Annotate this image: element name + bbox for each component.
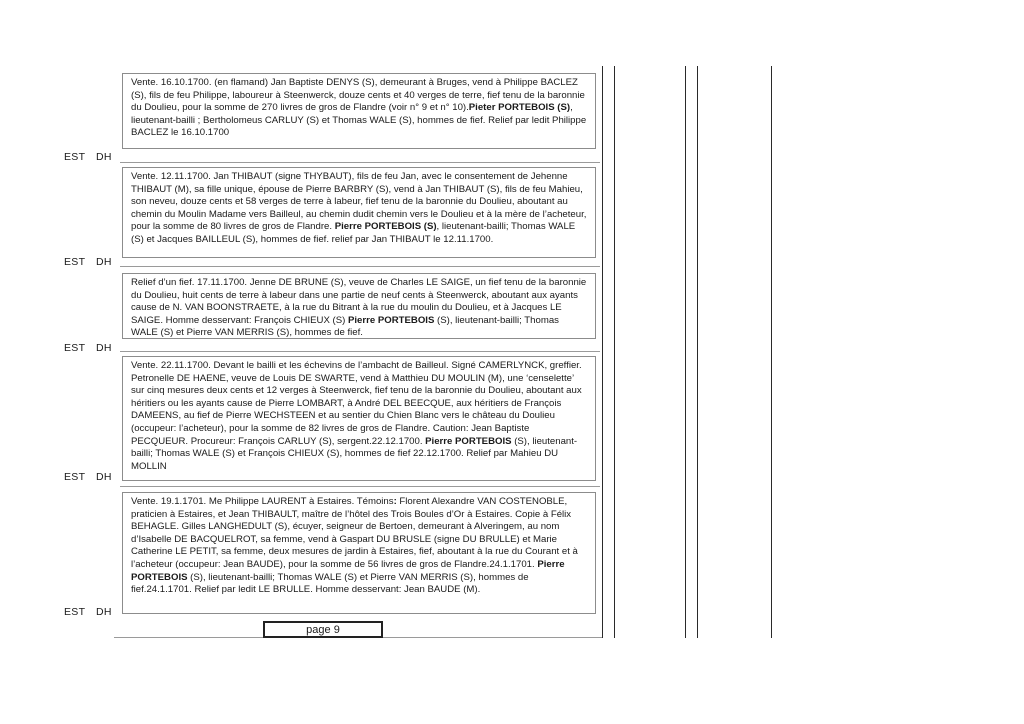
est-label: EST: [64, 151, 86, 163]
text-run: Vente. 22.11.1700. Devant le bailli et les échevins de l’ambacht de Bailleul. Signé CAMERLYNCK, greffier. Petronelle DE HAENE, veuve de Louis DE SWARTE, vend à Matthieu DU MOULIN (M), une ‘censelette’ sur cinq mesures deux cents et 12 verges à Steenwerck, fief tenu de la baronnie du Doulieu, aboutant aux héritiers ou les ayants cause de Pierre LOMBART, à André DEL BEECQUE, aux héritiers de François DAMEENS, au fief de Pierre WECHSTEEN et au sentier du Chien Blanc vers le château du Doulieu (occupeur: l’acheteur), pour la somme de 82 livres de gros de Flandre. Caution: Jean Baptiste PECQUEUR. Procureur: François CARLUY (S), sergent.22.12.1700.: [131, 360, 582, 447]
column-rule: [614, 66, 615, 638]
column-rule: [697, 66, 698, 638]
text-run: , lieutenant-bailli ; Bertholomeus CARLUY (S) et Thomas WALE (S), hommes de fief. Relief par ledit Philippe BACLEZ le 16.10.1700: [131, 102, 587, 139]
text-run: (S), lieutenant-bailli; Thomas WALE (S) et Pierre VAN MERRIS (S), hommes de fief.: [131, 314, 559, 339]
entry-label-3: [64, 342, 128, 354]
entry-text: [131, 496, 587, 597]
text-run: (S), lieutenant-bailli; Thomas WALE (S) et Pierre VAN MERRIS (S), hommes de fief.24.1.1701. Relief par ledit LE BRULLE. Homme desservant: Jean BAUDE (M).: [131, 571, 529, 596]
entry-3: [122, 273, 596, 339]
column-rule: [602, 66, 603, 638]
entry-5: [122, 492, 596, 614]
bold-name: Pierre PORTEBOIS: [347, 314, 435, 326]
text-run: , lieutenant-bailli; Thomas WALE (S) et Jacques BAILLEUL (S), hommes de fief. relief par Jan THIBAUT le 12.11.1700.: [131, 221, 576, 245]
bold-name: Pierre PORTEBOIS: [425, 435, 512, 447]
est-label: EST: [64, 342, 86, 354]
entry-text: [131, 277, 587, 339]
est-label: EST: [64, 606, 86, 618]
est-label: EST: [64, 256, 86, 268]
text-run: Vente. 16.10.1700. (en flamand) Jan Baptiste DENYS (S), demeurant à Bruges, vend à Philippe BACLEZ (S), fils de feu Philippe, laboureur à Steenwerck, douze cents et 40 verges de terre, fief tenu de la baronnie du Doulieu, pour la somme de 270 livres de gros de Flandre (voir n° 9 et n° 10).: [131, 77, 585, 114]
column-rule: [771, 66, 772, 638]
entry-label-4: [64, 471, 128, 483]
text-run: Vente. 12.11.1700. Jan THIBAUT (signe THYBAUT), fils de feu Jan, avec le consentement de Jehenne THIBAUT (M), sa fille unique, épouse de Pierre BARBRY (S), vend à Jan THIBAUT (S), fils de feu Mahieu, son neveu, douze cents et 58 verges de terre à labeur, fief tenu de la baronnie du Doulieu, aboutant au chemin du Moulin Madame vers Bailleul, au chemin dudit chemin vers le Doulieu et à la mère de l’acheteur, pour la somme de 80 livres de gros de Flandre.: [131, 171, 587, 233]
text-run: (S), lieutenant-bailli; Thomas WALE (S) et François CHIEUX (S), hommes de fief 22.12.1700. Relief par Mahieu DU MOLLIN: [131, 435, 578, 472]
est-label: EST: [64, 471, 86, 483]
entry-text: [131, 360, 587, 473]
text-run: Florent Alexandre VAN COSTENOBLE, praticien à Estaires, et Jean THIBAULT, maître de l’hôtel des Trois Boules d’Or à Estaires. Copie à Félix BEHAGLE. Gilles LANGHEDULT (S), écuyer, seigneur de Bertoen, demeurant à Alveringem, au nom d’Isabelle DE BACQUELROT, sa femme, vend à Gaspart DU BRUSLE (signe DU BRULLE) et Marie Catherine LE PETIT, sa femme, deux mesures de jardin à Estaires, fief, aboutant à la rue du Courant et à l’acheteur (occupeur: Jean BAUDE), pour la somme de 56 livres de gros de Flandre.24.1.1701.: [131, 496, 578, 570]
bold-name: Pierre PORTEBOIS (S): [334, 221, 437, 233]
entry-text: [131, 77, 587, 140]
row-separator: [120, 162, 600, 163]
bold-name: :: [393, 496, 397, 507]
dh-label: DH: [96, 342, 112, 354]
entry-label-5: [64, 606, 128, 618]
row-separator: [120, 351, 600, 352]
entry-label-2: [64, 256, 128, 268]
page-number: page 9: [263, 621, 383, 638]
dh-label: DH: [96, 151, 112, 163]
entry-text: [131, 171, 587, 247]
text-run: Relief d’un fief. 17.11.1700. Jenne DE BRUNE (S), veuve de Charles LE SAIGE, un fief tenu de la baronnie du Doulieu, huit cents de terre à labeur dans une partie de neuf cents à Steenwerck, aboutant aux ayants cause de N. VAN BOONSTRAETE, à la rue du Bitrant à la rue du moulin du Doulieu, et à Jacques LE SAIGE. Homme desservant: François CHIEUX (S): [131, 277, 587, 326]
row-separator: [120, 486, 600, 487]
entry-4: [122, 356, 596, 481]
dh-label: DH: [96, 256, 112, 268]
column-rule: [685, 66, 686, 638]
bold-name: Pierre PORTEBOIS: [131, 558, 565, 583]
entry-2: [122, 167, 596, 258]
row-separator: [120, 266, 600, 267]
dh-label: DH: [96, 606, 112, 618]
text-run: Vente. 19.1.1701. Me Philippe LAURENT à Estaires. Témoins: [131, 496, 394, 507]
entry-1: [122, 73, 596, 149]
bold-name: Pieter PORTEBOIS (S): [468, 102, 571, 114]
entry-label-1: [64, 151, 128, 163]
dh-label: DH: [96, 471, 112, 483]
